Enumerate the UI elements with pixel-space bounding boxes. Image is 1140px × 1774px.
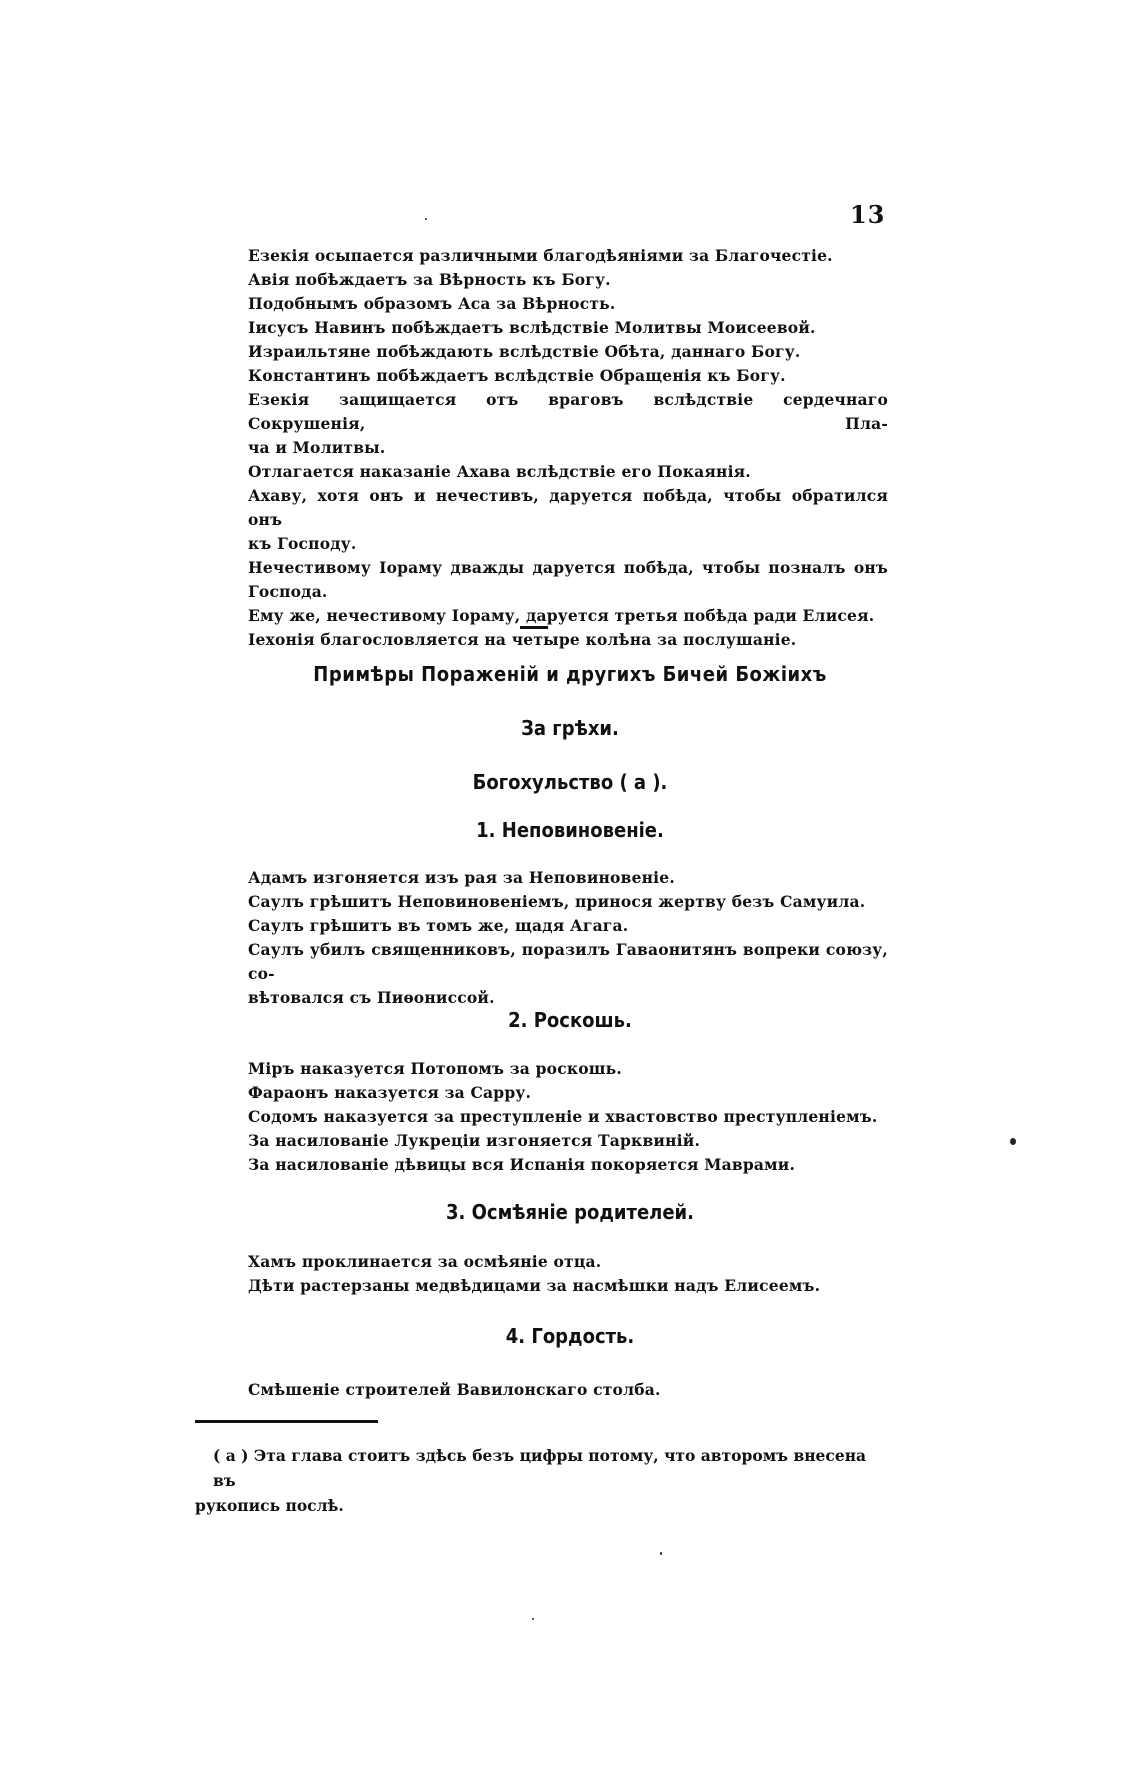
section-body bbox=[248, 1378, 888, 1402]
text-line: За насилованіе дѣвицы вся Испанія покоряется Маврами. bbox=[248, 1155, 796, 1174]
text-line: ча и Молитвы. bbox=[248, 438, 386, 457]
text-line: Езекія защищается отъ враговъ вслѣдствіе сердечнаго Сокрушенія, Пла- bbox=[248, 390, 888, 433]
section-heading: 4. Гордость. bbox=[505, 1324, 635, 1348]
text-line: Господа. bbox=[248, 582, 328, 601]
section-heading: 1. Неповиновеніе. bbox=[476, 818, 664, 842]
footnote-divider bbox=[195, 1420, 378, 1423]
footnote-line: рукопись послѣ. bbox=[195, 1496, 344, 1515]
page-number: 13 bbox=[850, 200, 886, 229]
section-body bbox=[248, 1250, 888, 1298]
text-line: Нечестивому Іораму дважды даруется побѣда, чтобы позналъ онъ bbox=[248, 558, 888, 577]
text-line: Ахаву, хотя онъ и нечестивъ, даруется побѣда, чтобы обратился онъ bbox=[248, 486, 888, 529]
text-line: Міръ наказуется Потопомъ за роскошь. bbox=[248, 1059, 622, 1078]
text-line: Саулъ грѣшитъ Неповиновеніемъ, принося жертву безъ Самуила. bbox=[248, 892, 866, 911]
text-line: Саулъ убилъ священниковъ, поразилъ Гаваонитянъ вопреки союзу, со- bbox=[248, 940, 888, 983]
text-line: Отлагается наказаніе Ахава вслѣдствіе его Покаянія. bbox=[248, 462, 751, 481]
ink-speck bbox=[425, 218, 427, 220]
text-line: Смѣшеніе строителей Вавилонскаго столба. bbox=[248, 1380, 661, 1399]
section-body bbox=[248, 1057, 888, 1177]
text-line: Содомъ наказуется за преступленіе и хвастовство преступленіемъ. bbox=[248, 1107, 878, 1126]
sub-sub-heading: Богохульство ( а ). bbox=[472, 770, 668, 794]
text-line: За насилованіе Лукреціи изгоняется Тарквиній. bbox=[248, 1131, 701, 1150]
text-line: Константинъ побѣждаетъ вслѣдствіе Обращенія къ Богу. bbox=[248, 366, 786, 385]
text-line: Израильтяне побѣждають вслѣдствіе Обѣта, даннаго Богу. bbox=[248, 342, 801, 361]
section-intro-text bbox=[248, 244, 888, 652]
ink-speck bbox=[660, 1552, 662, 1555]
ink-speck bbox=[532, 1618, 534, 1620]
section-heading: 2. Роскошь. bbox=[508, 1008, 632, 1032]
text-line: Іисусъ Навинъ побѣждаетъ вслѣдствіе Молитвы Моисеевой. bbox=[248, 318, 816, 337]
text-line: Хамъ проклинается за осмѣяніе отца. bbox=[248, 1252, 602, 1271]
sub-heading: За грѣхи. bbox=[521, 716, 619, 740]
footnote-line: ( а ) Эта глава стоитъ здѣсь безъ цифры потому, что авторомъ внесена въ bbox=[213, 1446, 867, 1490]
text-line: Саулъ грѣшитъ въ томъ же, щадя Агага. bbox=[248, 916, 629, 935]
text-line: Фараонъ наказуется за Сарру. bbox=[248, 1083, 532, 1102]
text-line: Дѣти растерзаны медвѣдицами за насмѣшки надъ Елисеемъ. bbox=[248, 1276, 821, 1295]
text-line: Ему же, нечестивому Іораму, даруется третья побѣда ради Елисея. bbox=[248, 606, 875, 625]
text-line: Адамъ изгоняется изъ рая за Неповиновеніе. bbox=[248, 868, 675, 887]
text-line: вѣтовался съ Пиѳониссой. bbox=[248, 988, 495, 1007]
text-line: Езекія осыпается различными благодѣяніями за Благочестіе. bbox=[248, 246, 833, 265]
text-line: Подобнымъ образомъ Аса за Вѣрность. bbox=[248, 294, 616, 313]
section-heading: 3. Осмѣяніе родителей. bbox=[446, 1200, 694, 1224]
main-heading: Примѣры Пораженій и другихъ Бичей Божіихъ bbox=[313, 662, 827, 686]
section-body bbox=[248, 866, 888, 1010]
footnote bbox=[195, 1443, 888, 1518]
ink-speck bbox=[1010, 1138, 1016, 1145]
text-line: Авія побѣждаетъ за Вѣрность къ Богу. bbox=[248, 270, 611, 289]
section-divider bbox=[520, 626, 548, 629]
text-line: къ Господу. bbox=[248, 534, 357, 553]
text-line: Іехонія благословляется на четыре колѣна за послушаніе. bbox=[248, 630, 797, 649]
